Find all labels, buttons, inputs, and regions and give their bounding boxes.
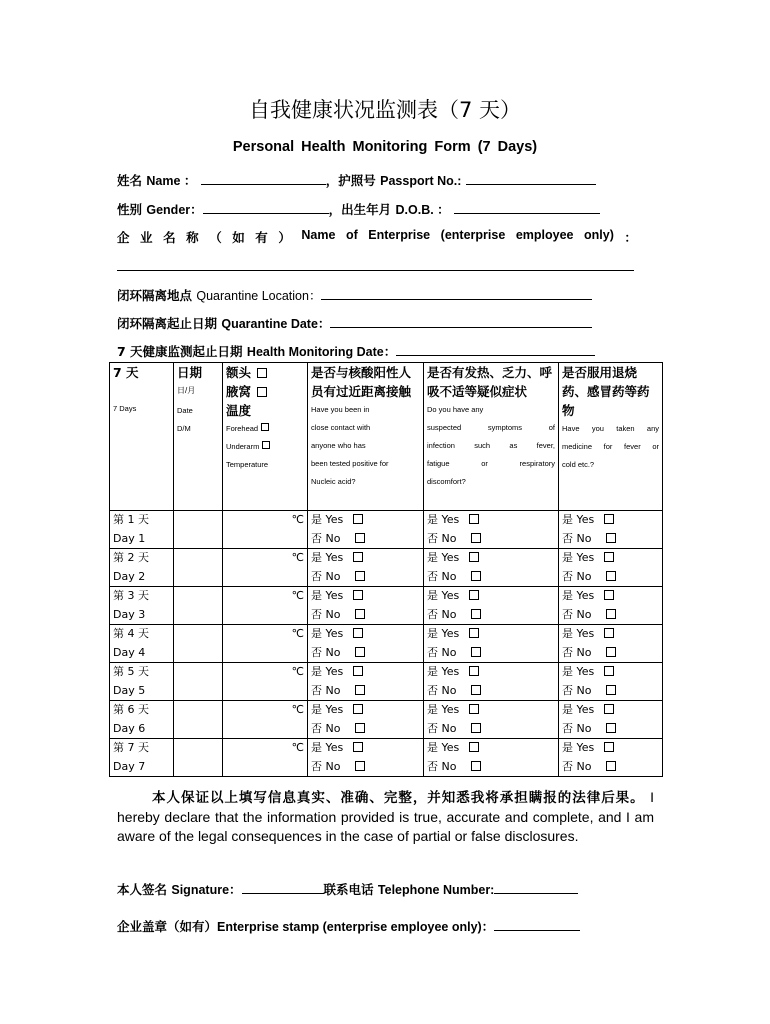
day-cell: 第 2 天 Day 2: [110, 549, 174, 587]
quarantine-date-line: [117, 314, 592, 332]
contact-cell: 是 Yes 否 No: [308, 511, 424, 549]
symptoms-yes-checkbox[interactable]: [469, 552, 479, 562]
medicine-yes-checkbox[interactable]: [604, 514, 614, 524]
day-cell: 第 6 天 Day 6: [110, 701, 174, 739]
signature-label-zh: 本人签名: [117, 882, 168, 897]
contact-yes-checkbox[interactable]: [353, 628, 363, 638]
stamp-field[interactable]: [494, 918, 580, 931]
signature-line: [117, 880, 578, 898]
quarantine-date-field[interactable]: [330, 315, 592, 328]
dob-label-zh: ，出生年月: [328, 202, 392, 217]
name-field[interactable]: [201, 172, 326, 185]
declaration-zh: 本人保证以上填写信息真实、准确、完整，并知悉我将承担瞒报的法律后果。: [151, 790, 645, 806]
header-close-contact: 是否与核酸阳性人员有过近距离接触 Have you been in close contact with anyone who has been tested positive for Nucleic acid?: [308, 363, 424, 511]
contact-yes-checkbox[interactable]: [353, 514, 363, 524]
contact-cell: 是 Yes 否 No: [308, 739, 424, 777]
temperature-cell[interactable]: ℃: [223, 663, 308, 701]
contact-no-checkbox[interactable]: [355, 723, 365, 733]
temperature-cell[interactable]: ℃: [223, 739, 308, 777]
contact-yes-checkbox[interactable]: [353, 590, 363, 600]
date-cell[interactable]: [174, 549, 223, 587]
date-cell[interactable]: [174, 511, 223, 549]
medicine-no-checkbox[interactable]: [606, 571, 616, 581]
day-cell: 第 5 天 Day 5: [110, 663, 174, 701]
declaration-paragraph: [117, 788, 654, 847]
contact-no-checkbox[interactable]: [355, 571, 365, 581]
medicine-no-checkbox[interactable]: [606, 761, 616, 771]
temperature-cell[interactable]: ℃: [223, 625, 308, 663]
medicine-yes-checkbox[interactable]: [604, 590, 614, 600]
enterprise-name-field[interactable]: [117, 270, 634, 271]
date-cell[interactable]: [174, 701, 223, 739]
day-row: [110, 549, 663, 587]
day-row: [110, 511, 663, 549]
symptoms-cell: 是 Yes 否 No: [424, 511, 559, 549]
dob-field[interactable]: [454, 201, 600, 214]
day-cell: 第 7 天 Day 7: [110, 739, 174, 777]
medicine-yes-checkbox[interactable]: [604, 628, 614, 638]
gender-field[interactable]: [203, 201, 329, 214]
dob-label-en: D.O.B. ：: [395, 203, 450, 217]
header-date: 日期 日/月 Date D/M: [174, 363, 223, 511]
contact-no-checkbox[interactable]: [355, 647, 365, 657]
contact-no-checkbox[interactable]: [355, 685, 365, 695]
contact-cell: 是 Yes 否 No: [308, 549, 424, 587]
quarantine-location-label-zh: 闭环隔离地点: [117, 288, 193, 303]
symptoms-yes-checkbox[interactable]: [469, 704, 479, 714]
form-title-english: Personal Health Monitoring Form (7 Days): [232, 139, 538, 155]
stamp-label-zh: 企业盖章（如有）: [117, 919, 218, 934]
header-day: 7 天 7 Days: [110, 363, 174, 511]
medicine-yes-checkbox[interactable]: [604, 552, 614, 562]
day-row: [110, 663, 663, 701]
symptoms-cell: 是 Yes 否 No: [424, 739, 559, 777]
symptoms-yes-checkbox[interactable]: [469, 590, 479, 600]
signature-label-en: Signature：: [171, 883, 242, 897]
symptoms-no-checkbox[interactable]: [471, 761, 481, 771]
header-temperature: 额头 腋窝 温度 Forehead Underarm Temperature: [223, 363, 308, 511]
passport-field[interactable]: [466, 172, 596, 185]
passport-label-zh: ，护照号: [325, 173, 376, 188]
medicine-no-checkbox[interactable]: [606, 609, 616, 619]
temperature-cell[interactable]: ℃: [223, 587, 308, 625]
forehead-checkbox[interactable]: [257, 368, 267, 378]
name-label-en: Name ：: [146, 174, 197, 188]
day-row: [110, 587, 663, 625]
medicine-yes-checkbox[interactable]: [604, 704, 614, 714]
medicine-yes-checkbox[interactable]: [604, 742, 614, 752]
contact-yes-checkbox[interactable]: [353, 742, 363, 752]
date-cell[interactable]: [174, 663, 223, 701]
monitoring-date-label-en: Health Monitoring Date：: [246, 345, 397, 359]
table-header-row: [110, 363, 663, 511]
medicine-cell: 是 Yes 否 No: [559, 663, 663, 701]
symptoms-no-checkbox[interactable]: [471, 571, 481, 581]
contact-cell: 是 Yes 否 No: [308, 663, 424, 701]
health-monitoring-table: [109, 362, 663, 777]
symptoms-no-checkbox[interactable]: [471, 647, 481, 657]
contact-no-checkbox[interactable]: [355, 533, 365, 543]
quarantine-date-label-en: Quarantine Date：: [221, 317, 331, 331]
form-title-chinese: 自我健康状况监测表（7 天）: [248, 98, 522, 122]
medicine-cell: 是 Yes 否 No: [559, 549, 663, 587]
name-label-zh: 姓名: [117, 173, 143, 188]
contact-yes-checkbox[interactable]: [353, 552, 363, 562]
medicine-no-checkbox[interactable]: [606, 723, 616, 733]
symptoms-no-checkbox[interactable]: [471, 609, 481, 619]
gender-dob-line: [117, 200, 600, 218]
monitoring-date-label-zh: 7 天健康监测起止日期: [117, 344, 243, 359]
medicine-no-checkbox[interactable]: [606, 533, 616, 543]
quarantine-location-line: [117, 286, 592, 304]
date-cell[interactable]: [174, 625, 223, 663]
day-cell: 第 3 天 Day 3: [110, 587, 174, 625]
forehead-small-checkbox[interactable]: [261, 423, 269, 431]
declaration-en: I hereby declare that the information provided is true, accurate and complete, and I am aware of the legal consequences in the case of partial or false disclosures.: [117, 789, 655, 844]
date-cell[interactable]: [174, 739, 223, 777]
medicine-cell: 是 Yes 否 No: [559, 739, 663, 777]
medicine-cell: 是 Yes 否 No: [559, 701, 663, 739]
symptoms-no-checkbox[interactable]: [471, 533, 481, 543]
underarm-checkbox[interactable]: [257, 387, 267, 397]
signature-field[interactable]: [242, 881, 324, 894]
symptoms-no-checkbox[interactable]: [471, 685, 481, 695]
monitoring-date-field[interactable]: [396, 343, 595, 356]
phone-field[interactable]: [494, 881, 578, 894]
day-cell: 第 4 天 Day 4: [110, 625, 174, 663]
enterprise-name-label: 企 业 名 称 （ 如 有 ） Name of Enterprise (enterprise employee only) ：: [117, 228, 637, 245]
medicine-cell: 是 Yes 否 No: [559, 625, 663, 663]
quarantine-location-field[interactable]: [321, 287, 592, 300]
medicine-cell: 是 Yes 否 No: [559, 587, 663, 625]
symptoms-yes-checkbox[interactable]: [469, 628, 479, 638]
day-row: [110, 625, 663, 663]
medicine-no-checkbox[interactable]: [606, 685, 616, 695]
phone-label-en: Telephone Number:: [377, 883, 495, 897]
contact-cell: 是 Yes 否 No: [308, 701, 424, 739]
symptoms-cell: 是 Yes 否 No: [424, 587, 559, 625]
date-cell[interactable]: [174, 587, 223, 625]
contact-no-checkbox[interactable]: [355, 761, 365, 771]
temperature-cell[interactable]: ℃: [223, 511, 308, 549]
temperature-cell[interactable]: ℃: [223, 701, 308, 739]
day-row: [110, 739, 663, 777]
medicine-yes-checkbox[interactable]: [604, 666, 614, 676]
medicine-no-checkbox[interactable]: [606, 647, 616, 657]
symptoms-cell: 是 Yes 否 No: [424, 549, 559, 587]
symptoms-yes-checkbox[interactable]: [469, 666, 479, 676]
symptoms-no-checkbox[interactable]: [471, 723, 481, 733]
passport-label-en: Passport No.:: [380, 174, 462, 188]
contact-cell: 是 Yes 否 No: [308, 625, 424, 663]
gender-label-zh: 性别: [117, 202, 143, 217]
contact-yes-checkbox[interactable]: [353, 666, 363, 676]
name-passport-line: [117, 171, 596, 189]
header-symptoms: 是否有发热、乏力、呼吸不适等疑似症状 Do you have any suspected symptoms of infection such as fever, fatigue or respiratory discomfort?: [424, 363, 559, 511]
day-row: [110, 701, 663, 739]
symptoms-cell: 是 Yes 否 No: [424, 625, 559, 663]
underarm-small-checkbox[interactable]: [262, 441, 270, 449]
medicine-cell: 是 Yes 否 No: [559, 511, 663, 549]
gender-label-en: Gender：: [146, 203, 203, 217]
header-medicine: 是否服用退烧药、感冒药等药物 Have you taken any medicine for fever or cold etc.?: [559, 363, 663, 511]
stamp-label-en: Enterprise stamp (enterprise employee only)：: [217, 920, 495, 934]
contact-yes-checkbox[interactable]: [353, 704, 363, 714]
monitoring-date-line: [117, 342, 595, 360]
quarantine-location-label-en: Quarantine Location：: [196, 289, 322, 303]
phone-label-zh: 联系电话: [323, 882, 374, 897]
quarantine-date-label-zh: 闭环隔离起止日期: [117, 316, 218, 331]
symptoms-cell: 是 Yes 否 No: [424, 701, 559, 739]
symptoms-yes-checkbox[interactable]: [469, 514, 479, 524]
contact-no-checkbox[interactable]: [355, 609, 365, 619]
symptoms-cell: 是 Yes 否 No: [424, 663, 559, 701]
stamp-line: [117, 917, 580, 935]
contact-cell: 是 Yes 否 No: [308, 587, 424, 625]
symptoms-yes-checkbox[interactable]: [469, 742, 479, 752]
day-cell: 第 1 天 Day 1: [110, 511, 174, 549]
temperature-cell[interactable]: ℃: [223, 549, 308, 587]
